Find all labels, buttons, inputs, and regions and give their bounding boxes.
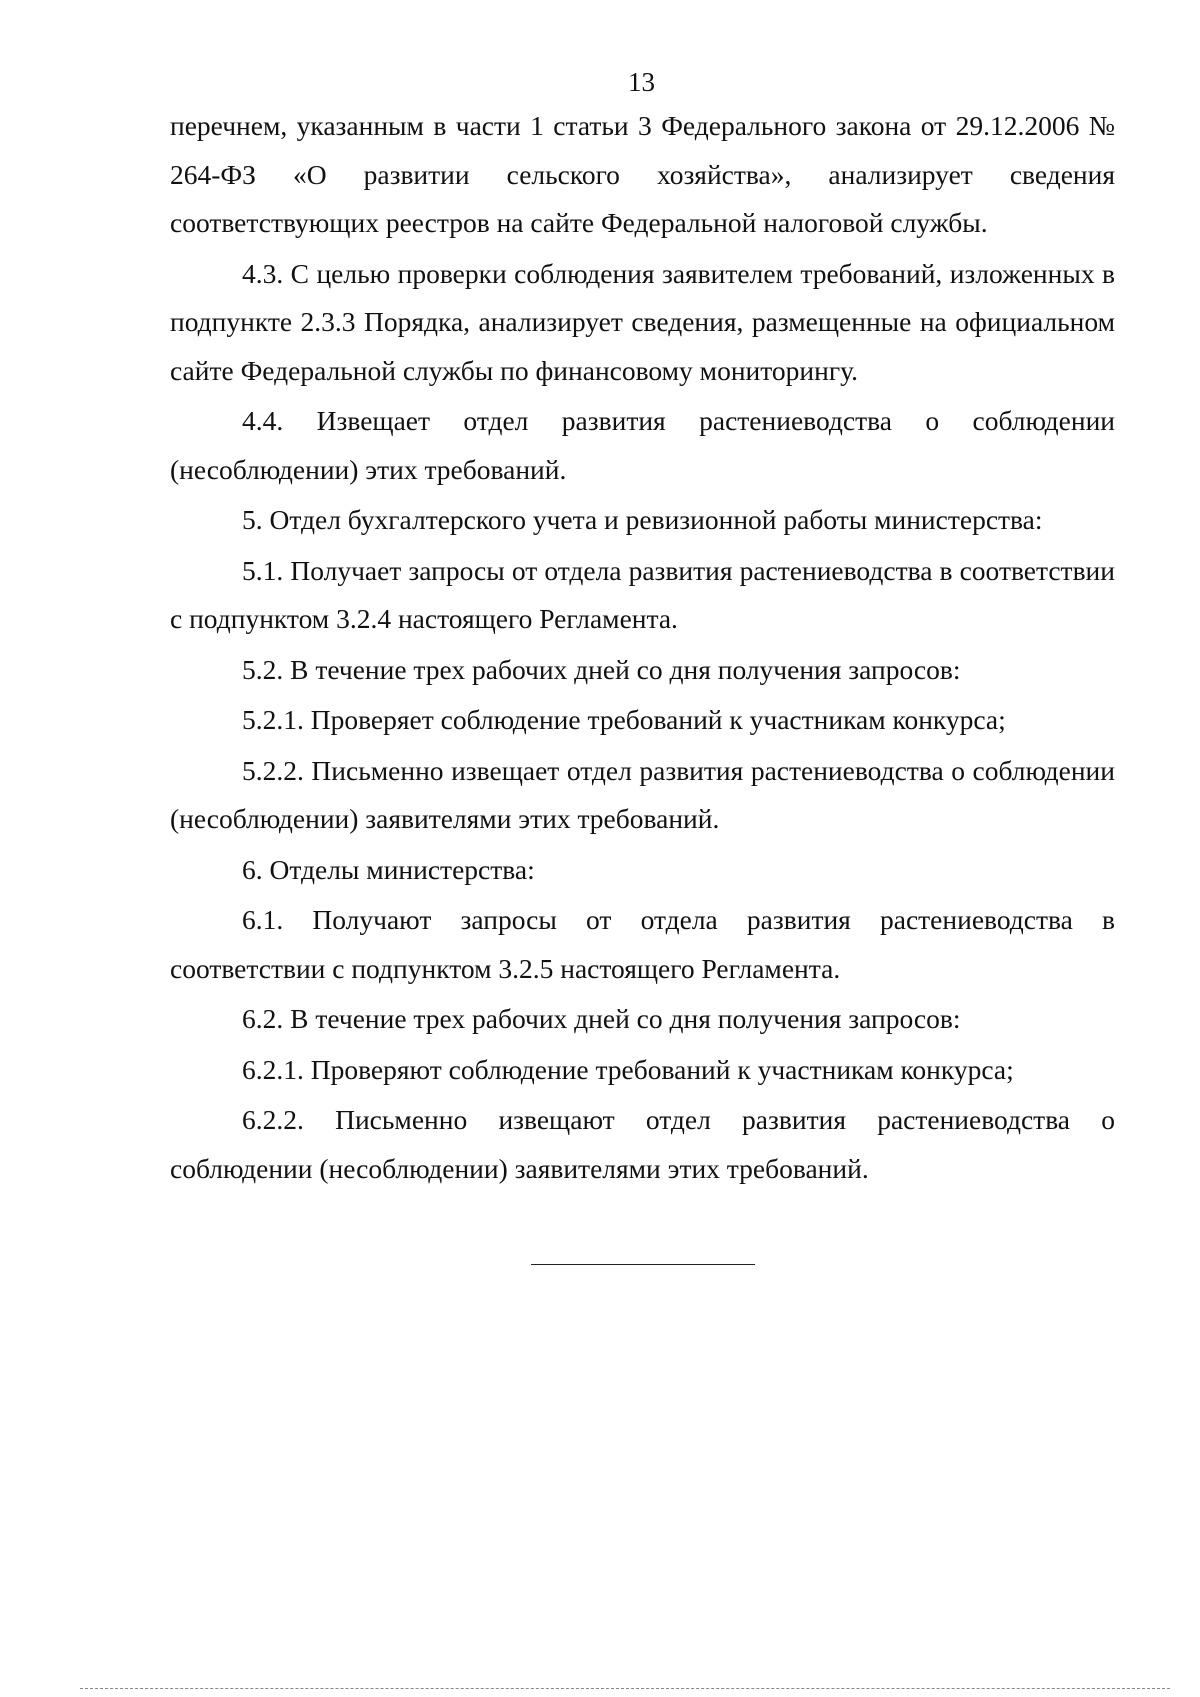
paragraph-6-2-1: 6.2.1. Проверяют соблюдение требований к участникам конкурса; [242, 1053, 1014, 1085]
paragraph-6: 6. Отделы министерства: [242, 853, 535, 885]
end-divider-line [531, 1264, 755, 1265]
paragraph-continuation: перечнем, указанным в части 1 статьи 3 Федерального закона от 29.12.2006 № 264-ФЗ «О развитии сельского хозяйства», анализирует сведения соответствующих реестров на сайте Федеральной налоговой службы. [170, 110, 1115, 238]
paragraph-5-1: 5.1. Получает запросы от отдела развития растениеводства в соответствии с подпунктом 3.2.4 настоящего Регламента. [170, 554, 1115, 634]
paragraph-4-4: 4.4. Извещает отдел развития растениеводства о соблюдении (несоблюдении) этих требований. [170, 405, 1115, 485]
paragraph-6-2: 6.2. В течение трех рабочих дней со дня получения запросов: [242, 1003, 961, 1034]
paragraph-5-2-1: 5.2.1. Проверяет соблюдение требований к участникам конкурса; [242, 704, 1006, 735]
paragraph-5: 5. Отдел бухгалтерского учета и ревизионной работы министерства: [242, 504, 1043, 535]
document-body [170, 102, 1115, 1193]
paragraph-6-1: 6.1. Получают запросы от отдела развития растениеводства в соответствии с подпунктом 3.2.5 настоящего Регламента. [170, 904, 1115, 984]
paragraph-4-3: 4.3. С целью проверки соблюдения заявителем требований, изложенных в подпункте 2.3.3 Порядка, анализирует сведения, размещенные на официальном сайте Федеральной службы по финансовому мониторингу. [170, 257, 1115, 386]
paragraph-6-2-2: 6.2.2. Письменно извещают отдел развития растениеводства о соблюдении (несоблюдении) заявителями этих требований. [170, 1104, 1115, 1184]
page-number: 13 [628, 67, 655, 97]
paragraph-5-2: 5.2. В течение трех рабочих дней со дня получения запросов: [242, 653, 961, 685]
paragraph-5-2-2: 5.2.2. Письменно извещает отдел развития растениеводства о соблюдении (несоблюдении) заявителями этих требований. [170, 754, 1115, 834]
scan-bottom-edge [80, 1688, 1170, 1689]
